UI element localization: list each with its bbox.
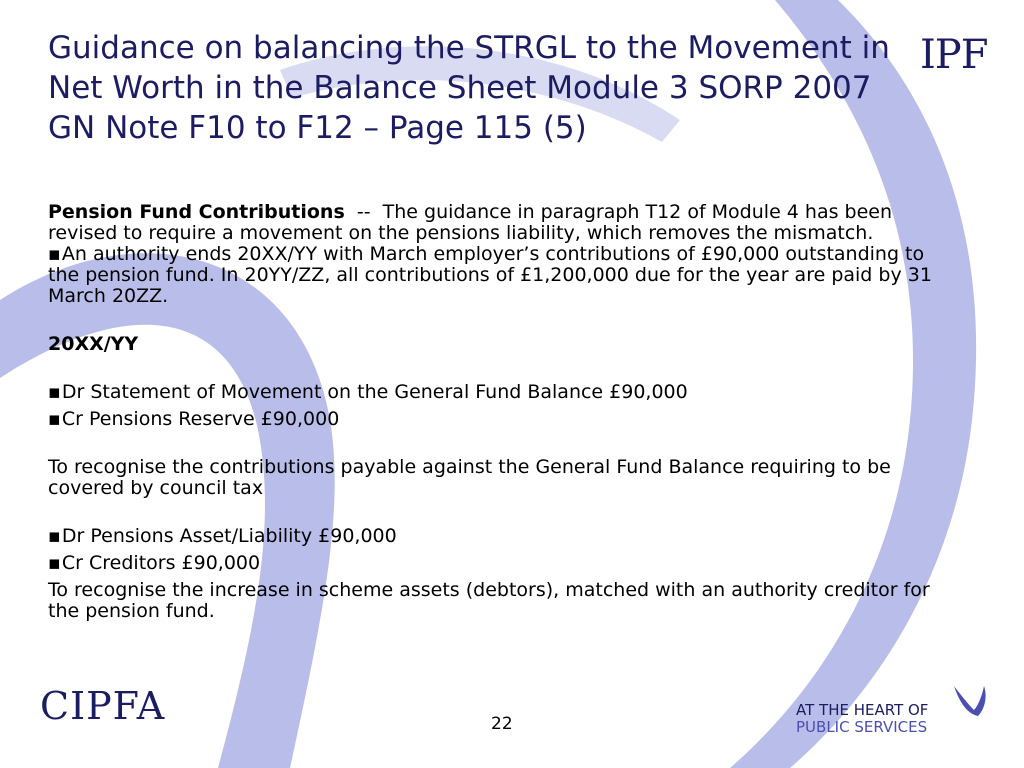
- year-heading: 20XX/YY: [48, 333, 139, 355]
- tagline: [796, 702, 928, 736]
- swoosh-logo-icon: [948, 680, 990, 720]
- intro-text: -- The guidance in paragraph T12 of Module 4 has been revised to require a movement on the pensions liability, which removes the mismatch.: [48, 201, 899, 244]
- journal-entry-credit-2: ▪ Cr Creditors £90,000: [48, 553, 938, 574]
- tagline-line-1: AT THE HEART OF: [796, 701, 929, 719]
- intro-paragraph: [48, 202, 938, 244]
- entry-explanation-2: To recognise the increase in scheme assets (debtors), matched with an authority creditor for the pension fund.: [48, 579, 930, 622]
- slide-body: [48, 202, 938, 622]
- bullet-scenario: ▪ An authority ends 20XX/YY with March employer’s contributions of £90,000 outstanding to the pension fund. In 20YY/ZZ, all contributions of £1,200,000 due for the year are paid by 31 March 20ZZ.: [48, 244, 938, 307]
- intro-heading: Pension Fund Contributions: [48, 201, 345, 223]
- journal-entry-debit-2: ▪ Dr Pensions Asset/Liability £90,000: [48, 526, 938, 547]
- journal-entry-debit-1: ▪ Dr Statement of Movement on the General Fund Balance £90,000: [48, 382, 938, 403]
- slide-title: Guidance on balancing the STRGL to the Movement in Net Worth in the Balance Sheet Module 3 SORP 2007 GN Note F10 to F12 – Page 115 (5): [48, 30, 890, 146]
- page-number: 22: [491, 714, 513, 734]
- journal-entry-credit-1: ▪ Cr Pensions Reserve £90,000: [48, 409, 938, 430]
- cipfa-logo: CIPFA: [40, 684, 166, 728]
- ipf-logo: IPF: [920, 32, 988, 78]
- entry-explanation-1: To recognise the contributions payable against the General Fund Balance requiring to be covered by council tax: [48, 456, 891, 499]
- tagline-line-2: PUBLIC SERVICES: [796, 718, 928, 736]
